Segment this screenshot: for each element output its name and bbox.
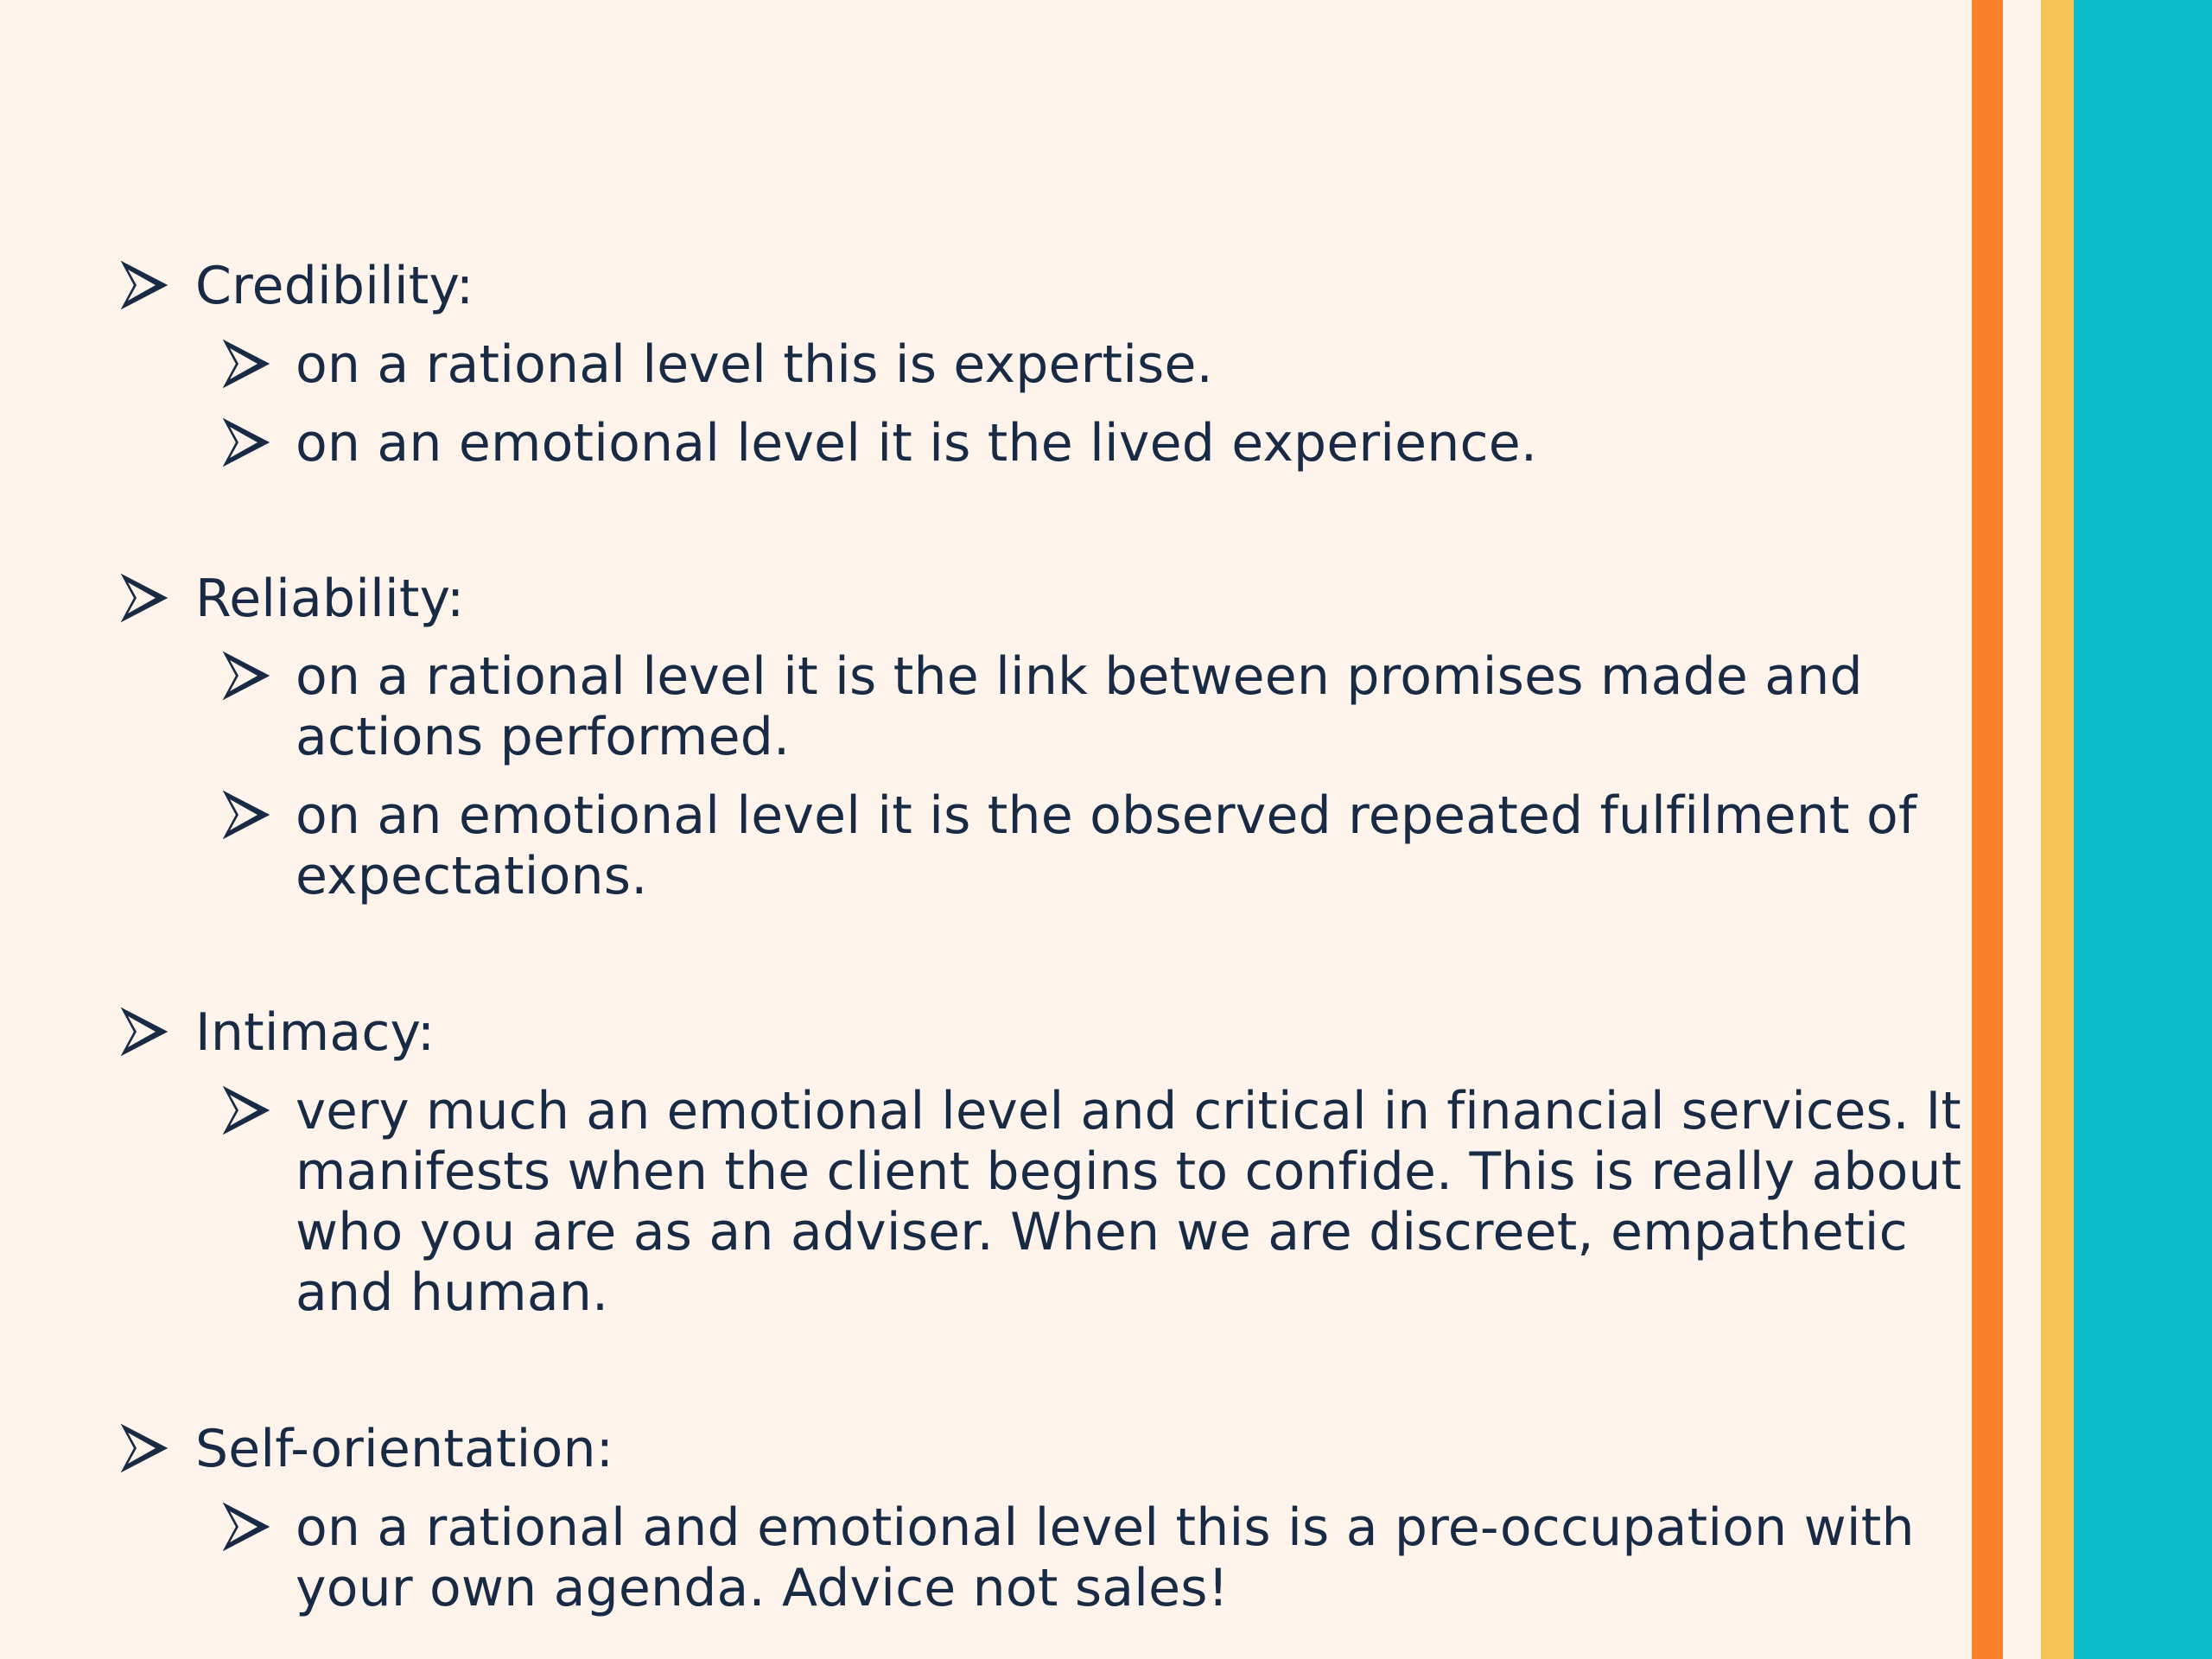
sub-point: on an emotional level it is the lived experience. [296, 413, 1538, 474]
arrowhead-bullet-icon [121, 1424, 168, 1472]
sub-point-line: manifests when the client begins to confide. This is really about [296, 1141, 1962, 1202]
sub-point-line: expectations. [296, 846, 648, 906]
sub-point-line: very much an emotional level and critical in financial services. It [296, 1081, 1961, 1141]
section-heading-credibility: Credibility: [195, 256, 474, 316]
orange-stripe [1972, 0, 2003, 1659]
arrowhead-bullet-icon [223, 791, 270, 839]
stripe-gap [2003, 0, 2041, 1659]
sub-point-line: on a rational level it is the link between promises made and [296, 646, 1863, 707]
sub-point-line: actions performed. [296, 707, 791, 767]
section-heading-reliability: Reliability: [195, 569, 465, 629]
sub-point-line: on a rational and emotional level this is a pre-occupation with [296, 1497, 1915, 1558]
arrowhead-bullet-icon [223, 652, 270, 700]
yellow-stripe [2041, 0, 2074, 1659]
arrowhead-bullet-icon [223, 1503, 270, 1551]
sub-point-line: your own agenda. Advice not sales! [296, 1558, 1229, 1618]
arrowhead-bullet-icon [121, 574, 168, 622]
arrowhead-bullet-icon [223, 418, 270, 467]
arrowhead-bullet-icon [121, 261, 168, 309]
arrowhead-bullet-icon [223, 340, 270, 388]
arrowhead-bullet-icon [121, 1007, 168, 1056]
sub-point-line: and human. [296, 1262, 609, 1323]
section-heading-intimacy: Intimacy: [195, 1002, 435, 1063]
teal-stripe [2074, 0, 2212, 1659]
arrowhead-bullet-icon [223, 1086, 270, 1135]
sub-point-line: who you are as an adviser. When we are discreet, empathetic [296, 1202, 1908, 1262]
section-heading-self-orientation: Self-orientation: [195, 1419, 614, 1479]
sub-point: on a rational level this is expertise. [296, 334, 1213, 395]
sub-point-line: on an emotional level it is the observed repeated fulfilment of [296, 785, 1917, 846]
